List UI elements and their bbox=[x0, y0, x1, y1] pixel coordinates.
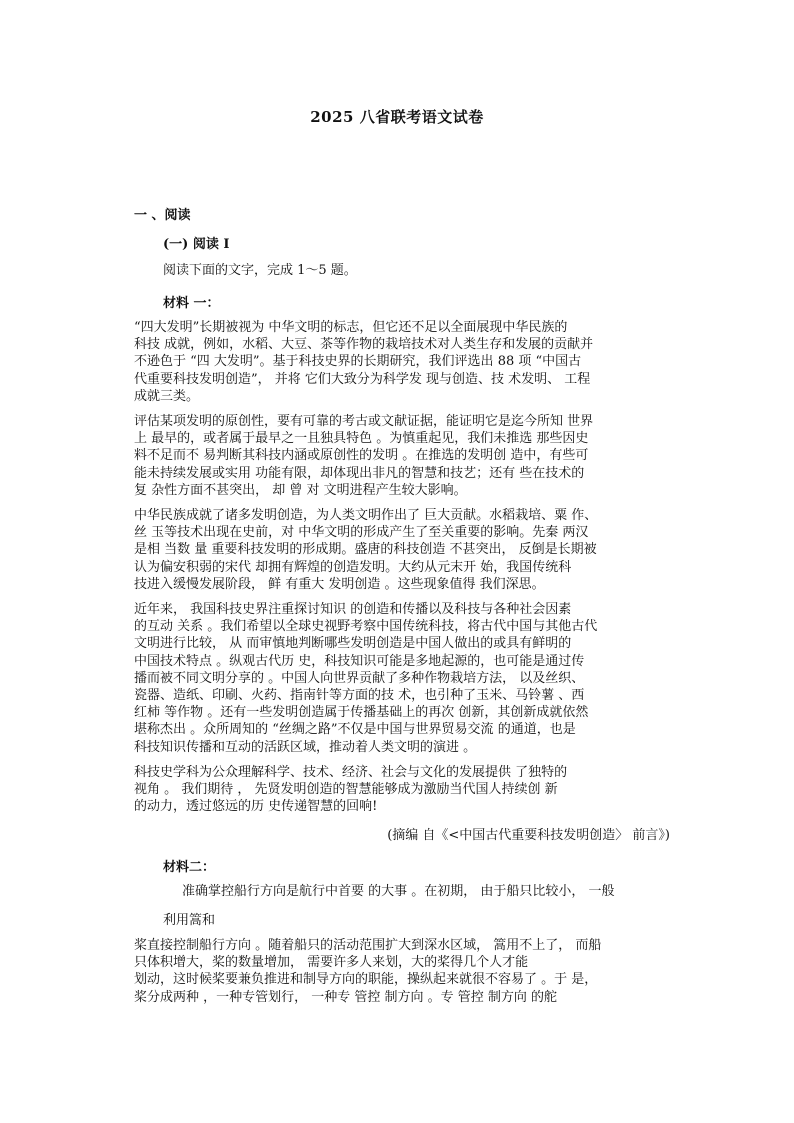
text-line: 文明进行比较， 从 而审慎地判断哪些发明创造是中国人做出的或具有鲜明的 bbox=[134, 636, 572, 652]
text-line: 桨分成两种 ，一种专管划行， 一种专 管控 制方向 。专 管控 制方向 的舵 bbox=[134, 989, 558, 1005]
text-line: 是相 当数 量 重要科技发明的形成期。盛唐的科技创造 不甚突出， 反倒是长期被 bbox=[134, 542, 597, 558]
material-2-paragraph bbox=[134, 937, 670, 1006]
text-line: 中国技术特点 。纵观古代历 史，科技知识可能是多地起源的，也可能是通过传 bbox=[134, 653, 585, 669]
text-line: 堪称杰出 。众所周知的 “丝绸之路”不仅是中国与世界贸易交流 的通道，也是 bbox=[134, 722, 576, 738]
text-line: 红柿 等作物 。还有一些发明创造属于传播基础上的再次 创新，其创新成就依然 bbox=[134, 705, 589, 721]
text-line: 播而被不同文明分享的 。中国人向世界贡献了多种作物栽培方法， 以及丝织、 bbox=[134, 670, 585, 686]
text-line: 中华民族成就了诸多发明创造，为人类文明作出了 巨大贡献。水稻栽培、粟 作、 bbox=[134, 508, 598, 523]
text-line: 科技 成就，例如，水稻、大豆、茶等作物的栽培技术对人类生存和发展的贡献并 bbox=[134, 337, 594, 353]
material-1-paragraph-4 bbox=[134, 601, 670, 756]
text-line: “四大发明”长期被视为 中华文明的标志，但它还不足以全面展现中华民族的 bbox=[134, 320, 568, 335]
text-line: 的互动 关系 。我们希望以全球史视野考察中国传统科技，将古代中国与其他古代 bbox=[134, 619, 598, 635]
text-line: 技进入缓慢发展阶段， 鲜 有重大 发明创造 。这些现象值得 我们深思。 bbox=[134, 576, 545, 592]
text-line: 瓷器、造纸、印刷、火药、指南针等方面的技 术，也引种了玉米、马铃薯 、西 bbox=[134, 688, 585, 704]
text-line: 桨直接控制船行方向 。随着船只的活动范围扩大到深水区域， 篙用不上了， 而船 bbox=[134, 938, 602, 953]
text-line: 丝 玉等技术出现在史前，对 中华文明的形成产生了至关重要的影响。先秦 两汉 bbox=[134, 525, 589, 541]
text-line: 能未持续发展或实用 功能有限，却体现出非凡的智慧和技艺；还有 些在技术的 bbox=[134, 465, 585, 481]
text-line: 科技史学科为公众理解科学、技术、经济、社会与文化的发展提供 了独特的 bbox=[134, 765, 568, 780]
text-line: 不逊色于 “四 大发明”。基于科技史界的长期研究，我们评选出 88 项 “中国古 bbox=[134, 354, 582, 370]
text-line: 上 最早的，或者属于最早之一且独具特色 。为慎重起见，我们未推选 那些因史 bbox=[134, 431, 589, 447]
material-2-first-line: 准确掌控船行方向是航行中首要 的大事 。在初期， 由于船只比较小， 一般 bbox=[182, 884, 615, 899]
material-1-paragraph-1 bbox=[134, 319, 670, 405]
reading-instruction: 阅读下面的文字，完成 1～5 题。 bbox=[163, 263, 357, 278]
text-line: 认为偏安积弱的宋代 却拥有辉煌的创造发明。大约从元末开 始，我国传统科 bbox=[134, 559, 572, 575]
text-line: 复 杂性方面不甚突出， 却 曾 对 文明进程产生较大影响。 bbox=[134, 482, 467, 498]
text-line: 的动力，透过悠远的历 史传递智慧的回响! bbox=[134, 799, 378, 815]
material-2-label: 材料二： bbox=[163, 860, 216, 875]
text-line: 只体积增大，桨的数量增加， 需要许多人来划，大的桨得几个人才能 bbox=[134, 955, 529, 971]
material-1-source: (摘编 自《<中国古代重要科技发明创造〉 前言》) bbox=[387, 828, 670, 843]
material-1-label: 材料 一： bbox=[163, 296, 220, 311]
text-line: 科技知识传播和互动的活跃区域，推动着人类文明的演进 。 bbox=[134, 739, 477, 755]
text-line: 评估某项发明的原创性，要有可靠的考古或文献证据，能证明它是迄今所知 世界 bbox=[134, 414, 594, 429]
material-1-paragraph-5 bbox=[134, 764, 670, 816]
section-heading-reading: 一 、阅读 bbox=[134, 208, 191, 223]
document-title: 2025 八省联考语文试卷 bbox=[310, 108, 484, 126]
text-line: 近年来， 我国科技史界注重探讨知识 的创造和传播以及科技与各种社会因素 bbox=[134, 602, 572, 617]
subsection-heading-reading-1: (一) 阅读 I bbox=[163, 237, 230, 252]
material-1-paragraph-3 bbox=[134, 507, 670, 593]
material-2-second-line: 利用篙和 bbox=[163, 913, 216, 928]
text-line: 划动，这时候桨要兼负推进和制导方向的职能，操纵起来就很不容易了 。于 是， bbox=[134, 972, 598, 988]
text-line: 视角 。 我们期待 ， 先贤发明创造的智慧能够成为激励当代国人持续创 新 bbox=[134, 782, 558, 798]
text-line: 成就三类。 bbox=[134, 388, 200, 404]
text-line: 代重要科技发明创造”， 并将 它们大致分为科学发 现与创造、技 术发明、 工程 bbox=[134, 371, 591, 387]
material-1-paragraph-2 bbox=[134, 413, 670, 499]
text-line: 料不足而不 易判断其科技内涵或原创性的发明 。在推选的发明创 造中，有些可 bbox=[134, 448, 589, 464]
